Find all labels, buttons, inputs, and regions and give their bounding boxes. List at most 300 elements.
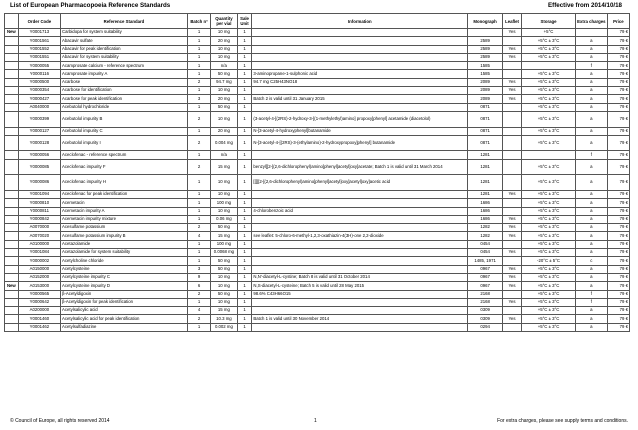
table-row: [5, 249, 630, 257]
cell-reference-standard: Acamprosate impurity A: [61, 70, 188, 78]
cell-extra-charges: a: [576, 87, 608, 95]
cell-extra-charges: c: [576, 257, 608, 265]
cell-information: [[[[[2-[(2,6-dichlorophenyl)amino]phenyl]acetyl]oxy]acetyl]oxy]acetic acid: [252, 175, 468, 191]
cell-extra-charges: a: [576, 323, 608, 331]
cell-order-code: Y0000399: [18, 111, 60, 127]
cell-order-code: Y0000086: [18, 175, 60, 191]
cell-leaflet: [503, 307, 522, 315]
cell-reference-standard: Acebutolol impurity I: [61, 135, 188, 151]
table-row: [5, 290, 630, 298]
cell-order-code: Y0001460: [18, 315, 60, 323]
table-row: [5, 265, 630, 273]
cell-monograph: 2589: [468, 45, 503, 53]
cell-new: [5, 207, 19, 215]
cell-storage: +5°C ± 3°C: [522, 190, 576, 198]
cell-new: [5, 135, 19, 151]
table-row: [5, 215, 630, 223]
cell-leaflet: Yes: [503, 315, 522, 323]
cell-quantity: 10 mg: [211, 87, 237, 95]
cell-information: [252, 62, 468, 70]
cell-quantity: 10 mg: [211, 111, 237, 127]
cell-reference-standard: Acetylsalicylic acid for peak identification: [61, 315, 188, 323]
cell-reference-standard: Acebutolol impurity B: [61, 111, 188, 127]
cell-storage: +5°C ± 3°C: [522, 240, 576, 248]
cell-storage: +5°C ± 3°C: [522, 159, 576, 175]
cell-quantity: 15 mg: [211, 159, 237, 175]
document-header: [4, 1, 634, 11]
cell-new: [5, 62, 19, 70]
cell-extra-charges: a: [576, 135, 608, 151]
table-row: [5, 224, 630, 232]
cell-sale-unit: 1: [237, 298, 252, 306]
cell-monograph: 1686: [468, 207, 503, 215]
cell-new: [5, 111, 19, 127]
cell-leaflet: Yes: [503, 95, 522, 103]
table-row: [5, 257, 630, 265]
cell-storage: +5°C ± 3°C: [522, 307, 576, 315]
cell-information: [252, 199, 468, 207]
cell-reference-standard: Abacavir for peak identification: [61, 45, 188, 53]
table-row: [5, 53, 630, 61]
cell-information: [252, 53, 468, 61]
cell-monograph: 0871: [468, 135, 503, 151]
cell-order-code: Y0000002: [18, 257, 60, 265]
cell-new: [5, 127, 19, 135]
cell-price: 79 €: [607, 290, 629, 298]
cell-storage: +5°C ± 3°C: [522, 175, 576, 191]
cell-extra-charges: a: [576, 315, 608, 323]
cell-storage: +5°C ± 3°C: [522, 53, 576, 61]
cell-new: [5, 298, 19, 306]
cell-monograph: 1686: [468, 199, 503, 207]
cell-quantity: 10 mg: [211, 175, 237, 191]
cell-sale-unit: 1: [237, 240, 252, 248]
cell-leaflet: Yes: [503, 224, 522, 232]
cell-information: N,N'-diacetyl-L-cystine; Batch 8 is valid until 31 October 2014: [252, 273, 468, 281]
cell-quantity: 10 mg: [211, 207, 237, 215]
cell-reference-standard: Acetylcholine chloride: [61, 257, 188, 265]
cell-quantity: 50 mg: [211, 257, 237, 265]
cell-order-code: Y0000811: [18, 207, 60, 215]
cell-reference-standard: Aceclofenac for peak identification: [61, 190, 188, 198]
table-row: [5, 78, 630, 86]
table-row: [5, 207, 630, 215]
cell-information: Batch 2 is valid until 31 January 2015: [252, 95, 468, 103]
table-row: [5, 103, 630, 111]
cell-new: [5, 307, 19, 315]
cell-extra-charges: a: [576, 224, 608, 232]
cell-sale-unit: 1: [237, 45, 252, 53]
cell-price: 79 €: [607, 159, 629, 175]
cell-leaflet: [503, 199, 522, 207]
cell-reference-standard: Acetylsulfadiazine: [61, 323, 188, 331]
cell-extra-charges: a: [576, 282, 608, 290]
cell-order-code: Y0001552: [18, 45, 60, 53]
cell-sale-unit: 1: [237, 290, 252, 298]
cell-batch: 1: [187, 257, 210, 265]
cell-batch: 1: [187, 249, 210, 257]
cell-batch: 1: [187, 87, 210, 95]
cell-new: [5, 159, 19, 175]
extra-charges-note: For extra charges, please see supply terms and conditions.: [497, 418, 628, 424]
cell-extra-charges: a: [576, 232, 608, 240]
cell-sale-unit: 1: [237, 29, 252, 37]
cell-batch: 2: [187, 159, 210, 175]
cell-batch: 1: [187, 323, 210, 331]
cell-reference-standard: Acetylsalicylic acid: [61, 307, 188, 315]
cell-leaflet: Yes: [503, 29, 522, 37]
cell-sale-unit: 1: [237, 232, 252, 240]
cell-storage: -20°C ± 5°C: [522, 257, 576, 265]
cell-batch: 1: [187, 45, 210, 53]
table-row: [5, 159, 630, 175]
cell-storage: +5°C ± 3°C: [522, 207, 576, 215]
cell-batch: 3: [187, 265, 210, 273]
cell-quantity: 10.3 mg: [211, 315, 237, 323]
cell-price: 79 €: [607, 111, 629, 127]
header-leaflet: Leaflet: [503, 14, 522, 29]
cell-batch: 1: [187, 175, 210, 191]
cell-quantity: 0.002 mg: [211, 323, 237, 331]
cell-leaflet: [503, 290, 522, 298]
cell-batch: 1: [187, 190, 210, 198]
cell-information: [252, 37, 468, 45]
cell-sale-unit: 1: [237, 62, 252, 70]
cell-leaflet: [503, 240, 522, 248]
cell-order-code: Y0001561: [18, 37, 60, 45]
cell-order-code: A0200000: [18, 307, 60, 315]
cell-leaflet: [503, 103, 522, 111]
cell-batch: 4: [187, 307, 210, 315]
cell-storage: +5°C ± 3°C: [522, 298, 576, 306]
cell-sale-unit: 1: [237, 78, 252, 86]
cell-quantity: 0.06 mg: [211, 215, 237, 223]
cell-quantity: 20 mg: [211, 95, 237, 103]
header-storage: Storage: [522, 14, 576, 29]
cell-information: 94.7 mg C25H43NO18: [252, 78, 468, 86]
cell-sale-unit: 1: [237, 215, 252, 223]
cell-extra-charges: f: [576, 62, 608, 70]
table-row: [5, 95, 630, 103]
cell-new: [5, 151, 19, 159]
cell-order-code: A0100000: [18, 240, 60, 248]
table-row: [5, 190, 630, 198]
cell-price: 79 €: [607, 29, 629, 37]
cell-batch: 1: [187, 215, 210, 223]
cell-leaflet: [503, 70, 522, 78]
cell-monograph: 1585: [468, 70, 503, 78]
cell-batch: 1: [187, 103, 210, 111]
cell-quantity: 50 mg: [211, 224, 237, 232]
cell-storage: +5°C ± 3°C: [522, 135, 576, 151]
cell-price: 79 €: [607, 70, 629, 78]
cell-monograph: 0871: [468, 103, 503, 111]
cell-new: [5, 45, 19, 53]
table-row: [5, 87, 630, 95]
cell-reference-standard: Acemetacin: [61, 199, 188, 207]
cell-extra-charges: a: [576, 45, 608, 53]
cell-quantity: 50 mg: [211, 265, 237, 273]
header-reference-standard: Reference Standard: [61, 14, 188, 29]
cell-information: [252, 240, 468, 248]
cell-price: 79 €: [607, 323, 629, 331]
cell-reference-standard: Acetylcysteine: [61, 265, 188, 273]
cell-order-code: A0070000: [18, 224, 60, 232]
cell-reference-standard: Acetazolamide: [61, 240, 188, 248]
cell-monograph: 1281: [468, 190, 503, 198]
cell-sale-unit: 1: [237, 111, 252, 127]
cell-leaflet: Yes: [503, 215, 522, 223]
cell-price: 79 €: [607, 232, 629, 240]
cell-new: [5, 199, 19, 207]
cell-price: 79 €: [607, 78, 629, 86]
cell-sale-unit: 1: [237, 249, 252, 257]
cell-new: [5, 215, 19, 223]
cell-leaflet: Yes: [503, 190, 522, 198]
cell-order-code: Y0000354: [18, 87, 60, 95]
cell-information: (3-acetyl-4-[(2RS)-2-hydroxy-3-[(1-methylethyl)amino] propoxy]phenyl] acetamide (diacetolol): [252, 111, 468, 127]
cell-leaflet: Yes: [503, 273, 522, 281]
cell-extra-charges: a: [576, 111, 608, 127]
cell-batch: 3: [187, 95, 210, 103]
cell-sale-unit: 1: [237, 175, 252, 191]
cell-price: 79 €: [607, 175, 629, 191]
cell-reference-standard: Acetylcysteine impurity D: [61, 282, 188, 290]
header-sale-unit: Sale Unit: [237, 14, 252, 29]
cell-reference-standard: β-Acetyldigoxin: [61, 290, 188, 298]
cell-price: 79 €: [607, 103, 629, 111]
cell-monograph: 0871: [468, 111, 503, 127]
cell-batch: 2: [187, 315, 210, 323]
cell-leaflet: Yes: [503, 78, 522, 86]
cell-quantity: 20 mg: [211, 127, 237, 135]
cell-monograph: 1281: [468, 151, 503, 159]
table-row: [5, 273, 630, 281]
cell-reference-standard: Abacavir for system suitability: [61, 53, 188, 61]
cell-quantity: 94.7 mg: [211, 78, 237, 86]
cell-leaflet: [503, 207, 522, 215]
table-header: [5, 14, 630, 29]
table-row: [5, 70, 630, 78]
cell-storage: +5°C ± 3°C: [522, 315, 576, 323]
cell-storage: +5°C ± 3°C: [522, 45, 576, 53]
cell-sale-unit: 1: [237, 70, 252, 78]
cell-order-code: Y0000842: [18, 215, 60, 223]
cell-sale-unit: 1: [237, 151, 252, 159]
cell-price: 79 €: [607, 37, 629, 45]
cell-price: 79 €: [607, 151, 629, 159]
cell-information: N-[3-acetyl-4-hydroxyphenyl]butanamide: [252, 127, 468, 135]
cell-batch: 1: [187, 70, 210, 78]
cell-new: [5, 78, 19, 86]
cell-sale-unit: 1: [237, 207, 252, 215]
cell-storage: +5°C ± 3°C: [522, 37, 576, 45]
cell-new: [5, 224, 19, 232]
cell-price: 79 €: [607, 215, 629, 223]
cell-storage: +5°C ± 3°C: [522, 78, 576, 86]
cell-batch: 1: [187, 151, 210, 159]
effective-date: Effective from 2014/10/18: [548, 2, 622, 9]
cell-price: 79 €: [607, 95, 629, 103]
cell-extra-charges: a: [576, 103, 608, 111]
cell-sale-unit: 1: [237, 87, 252, 95]
cell-quantity: 15 mg: [211, 307, 237, 315]
header-monograph: Monograph: [468, 14, 503, 29]
cell-leaflet: [503, 151, 522, 159]
cell-information: 4-chlorobenzoic acid: [252, 207, 468, 215]
cell-monograph: 1282: [468, 232, 503, 240]
cell-reference-standard: Acetazolamide for system suitability: [61, 249, 188, 257]
cell-batch: 2: [187, 224, 210, 232]
cell-monograph: 0309: [468, 307, 503, 315]
page-number: 1: [314, 418, 317, 424]
cell-price: 79 €: [607, 265, 629, 273]
cell-order-code: Y0000056: [18, 151, 60, 159]
cell-new: [5, 240, 19, 248]
cell-sale-unit: 1: [237, 273, 252, 281]
cell-price: 79 €: [607, 240, 629, 248]
cell-information: [252, 265, 468, 273]
cell-sale-unit: 1: [237, 190, 252, 198]
table-row: [5, 240, 630, 248]
cell-sale-unit: 1: [237, 265, 252, 273]
cell-storage: +5°C ± 3°C: [522, 282, 576, 290]
cell-leaflet: Yes: [503, 265, 522, 273]
cell-quantity: 50 mg: [211, 103, 237, 111]
cell-monograph: 2089: [468, 78, 503, 86]
cell-sale-unit: 1: [237, 159, 252, 175]
cell-extra-charges: a: [576, 127, 608, 135]
cell-reference-standard: Aceclofenac impurity H: [61, 175, 188, 191]
cell-information: benzyl[[2-[(2,6-dichlorophenyl)amino]phenyl]acetyl]oxy]acetate; Batch 1 is valid until 31 March 2014: [252, 159, 468, 175]
cell-storage: +5°C ± 3°C: [522, 111, 576, 127]
cell-price: 79 €: [607, 307, 629, 315]
header-order-code: Order Code: [18, 14, 60, 29]
table-row: [5, 282, 630, 290]
cell-monograph: 1485, 1971: [468, 257, 503, 265]
cell-new: [5, 315, 19, 323]
cell-batch: 1: [187, 298, 210, 306]
cell-extra-charges: a: [576, 175, 608, 191]
cell-new: [5, 190, 19, 198]
cell-order-code: Y0000642: [18, 298, 60, 306]
cell-extra-charges: a: [576, 273, 608, 281]
cell-reference-standard: Acebutolol impurity C: [61, 127, 188, 135]
cell-order-code: A0153000: [18, 282, 60, 290]
cell-reference-standard: Acarbose: [61, 78, 188, 86]
cell-new: [5, 323, 19, 331]
cell-order-code: Y0001084: [18, 249, 60, 257]
cell-leaflet: [503, 127, 522, 135]
cell-quantity: 100 mg: [211, 240, 237, 248]
cell-new: [5, 87, 19, 95]
cell-extra-charges: a: [576, 207, 608, 215]
cell-quantity: 10 mg: [211, 282, 237, 290]
cell-new: [5, 273, 19, 281]
cell-storage: +5°C ± 3°C: [522, 232, 576, 240]
cell-price: 79 €: [607, 135, 629, 151]
cell-quantity: 0.004 mg: [211, 135, 237, 151]
cell-extra-charges: a: [576, 199, 608, 207]
cell-monograph: 1585: [468, 62, 503, 70]
cell-batch: 2: [187, 111, 210, 127]
cell-storage: +5°C ± 3°C: [522, 127, 576, 135]
cell-order-code: Y0000128: [18, 135, 60, 151]
cell-storage: [522, 62, 576, 70]
cell-quantity: 100 mg: [211, 199, 237, 207]
cell-order-code: A0040000: [18, 103, 60, 111]
cell-information: 98.6% C43H66O15: [252, 290, 468, 298]
cell-information: see leaflet: 5-chloro-6-methyl-1,2,3-oxathiazin-4(3H)-one 2,2-dioxide: [252, 232, 468, 240]
cell-extra-charges: a: [576, 159, 608, 175]
cell-sale-unit: 1: [237, 323, 252, 331]
header-batch: Batch n°: [187, 14, 210, 29]
cell-batch: 1: [187, 127, 210, 135]
cell-price: 79 €: [607, 257, 629, 265]
cell-information: [252, 87, 468, 95]
cell-storage: +5°C ± 3°C: [522, 215, 576, 223]
cell-monograph: 1281: [468, 159, 503, 175]
cell-storage: +5°C ± 3°C: [522, 290, 576, 298]
header-new: [5, 14, 19, 29]
cell-price: 79 €: [607, 224, 629, 232]
cell-price: 79 €: [607, 87, 629, 95]
cell-reference-standard: Abacavir sulfate: [61, 37, 188, 45]
cell-batch: 6: [187, 282, 210, 290]
cell-batch: 2: [187, 78, 210, 86]
cell-extra-charges: a: [576, 265, 608, 273]
cell-price: 79 €: [607, 249, 629, 257]
table-row: [5, 29, 630, 37]
cell-leaflet: [503, 175, 522, 191]
table-row: [5, 307, 630, 315]
cell-leaflet: Yes: [503, 87, 522, 95]
cell-price: 79 €: [607, 45, 629, 53]
cell-sale-unit: 1: [237, 37, 252, 45]
cell-monograph: 0454: [468, 249, 503, 257]
cell-reference-standard: Acamprosate calcium - reference spectrum: [61, 62, 188, 70]
cell-order-code: Y0001551: [18, 53, 60, 61]
cell-leaflet: Yes: [503, 282, 522, 290]
cell-price: 79 €: [607, 282, 629, 290]
cell-order-code: Y0001094: [18, 190, 60, 198]
cell-leaflet: [503, 135, 522, 151]
cell-information: [252, 103, 468, 111]
table-row: [5, 199, 630, 207]
cell-price: 79 €: [607, 315, 629, 323]
cell-quantity: 10 mg: [211, 190, 237, 198]
cell-new: [5, 175, 19, 191]
cell-batch: 1: [187, 37, 210, 45]
cell-storage: +5°C ± 3°C: [522, 323, 576, 331]
cell-extra-charges: a: [576, 70, 608, 78]
cell-new: [5, 249, 19, 257]
cell-new: [5, 290, 19, 298]
cell-extra-charges: a: [576, 215, 608, 223]
cell-information: N,S-diacetyl-L-cysteine; Batch 5 is valid until 28 May 2015: [252, 282, 468, 290]
cell-order-code: Y0001713: [18, 29, 60, 37]
cell-extra-charges: f: [576, 298, 608, 306]
cell-storage: +5°C ± 3°C: [522, 87, 576, 95]
cell-extra-charges: a: [576, 78, 608, 86]
table-row: [5, 151, 630, 159]
cell-monograph: 2168: [468, 298, 503, 306]
cell-monograph: 1281: [468, 175, 503, 191]
cell-information: 3-aminopropane-1-sulphonic acid: [252, 70, 468, 78]
cell-information: [252, 298, 468, 306]
cell-batch: 1: [187, 207, 210, 215]
cell-leaflet: Yes: [503, 45, 522, 53]
